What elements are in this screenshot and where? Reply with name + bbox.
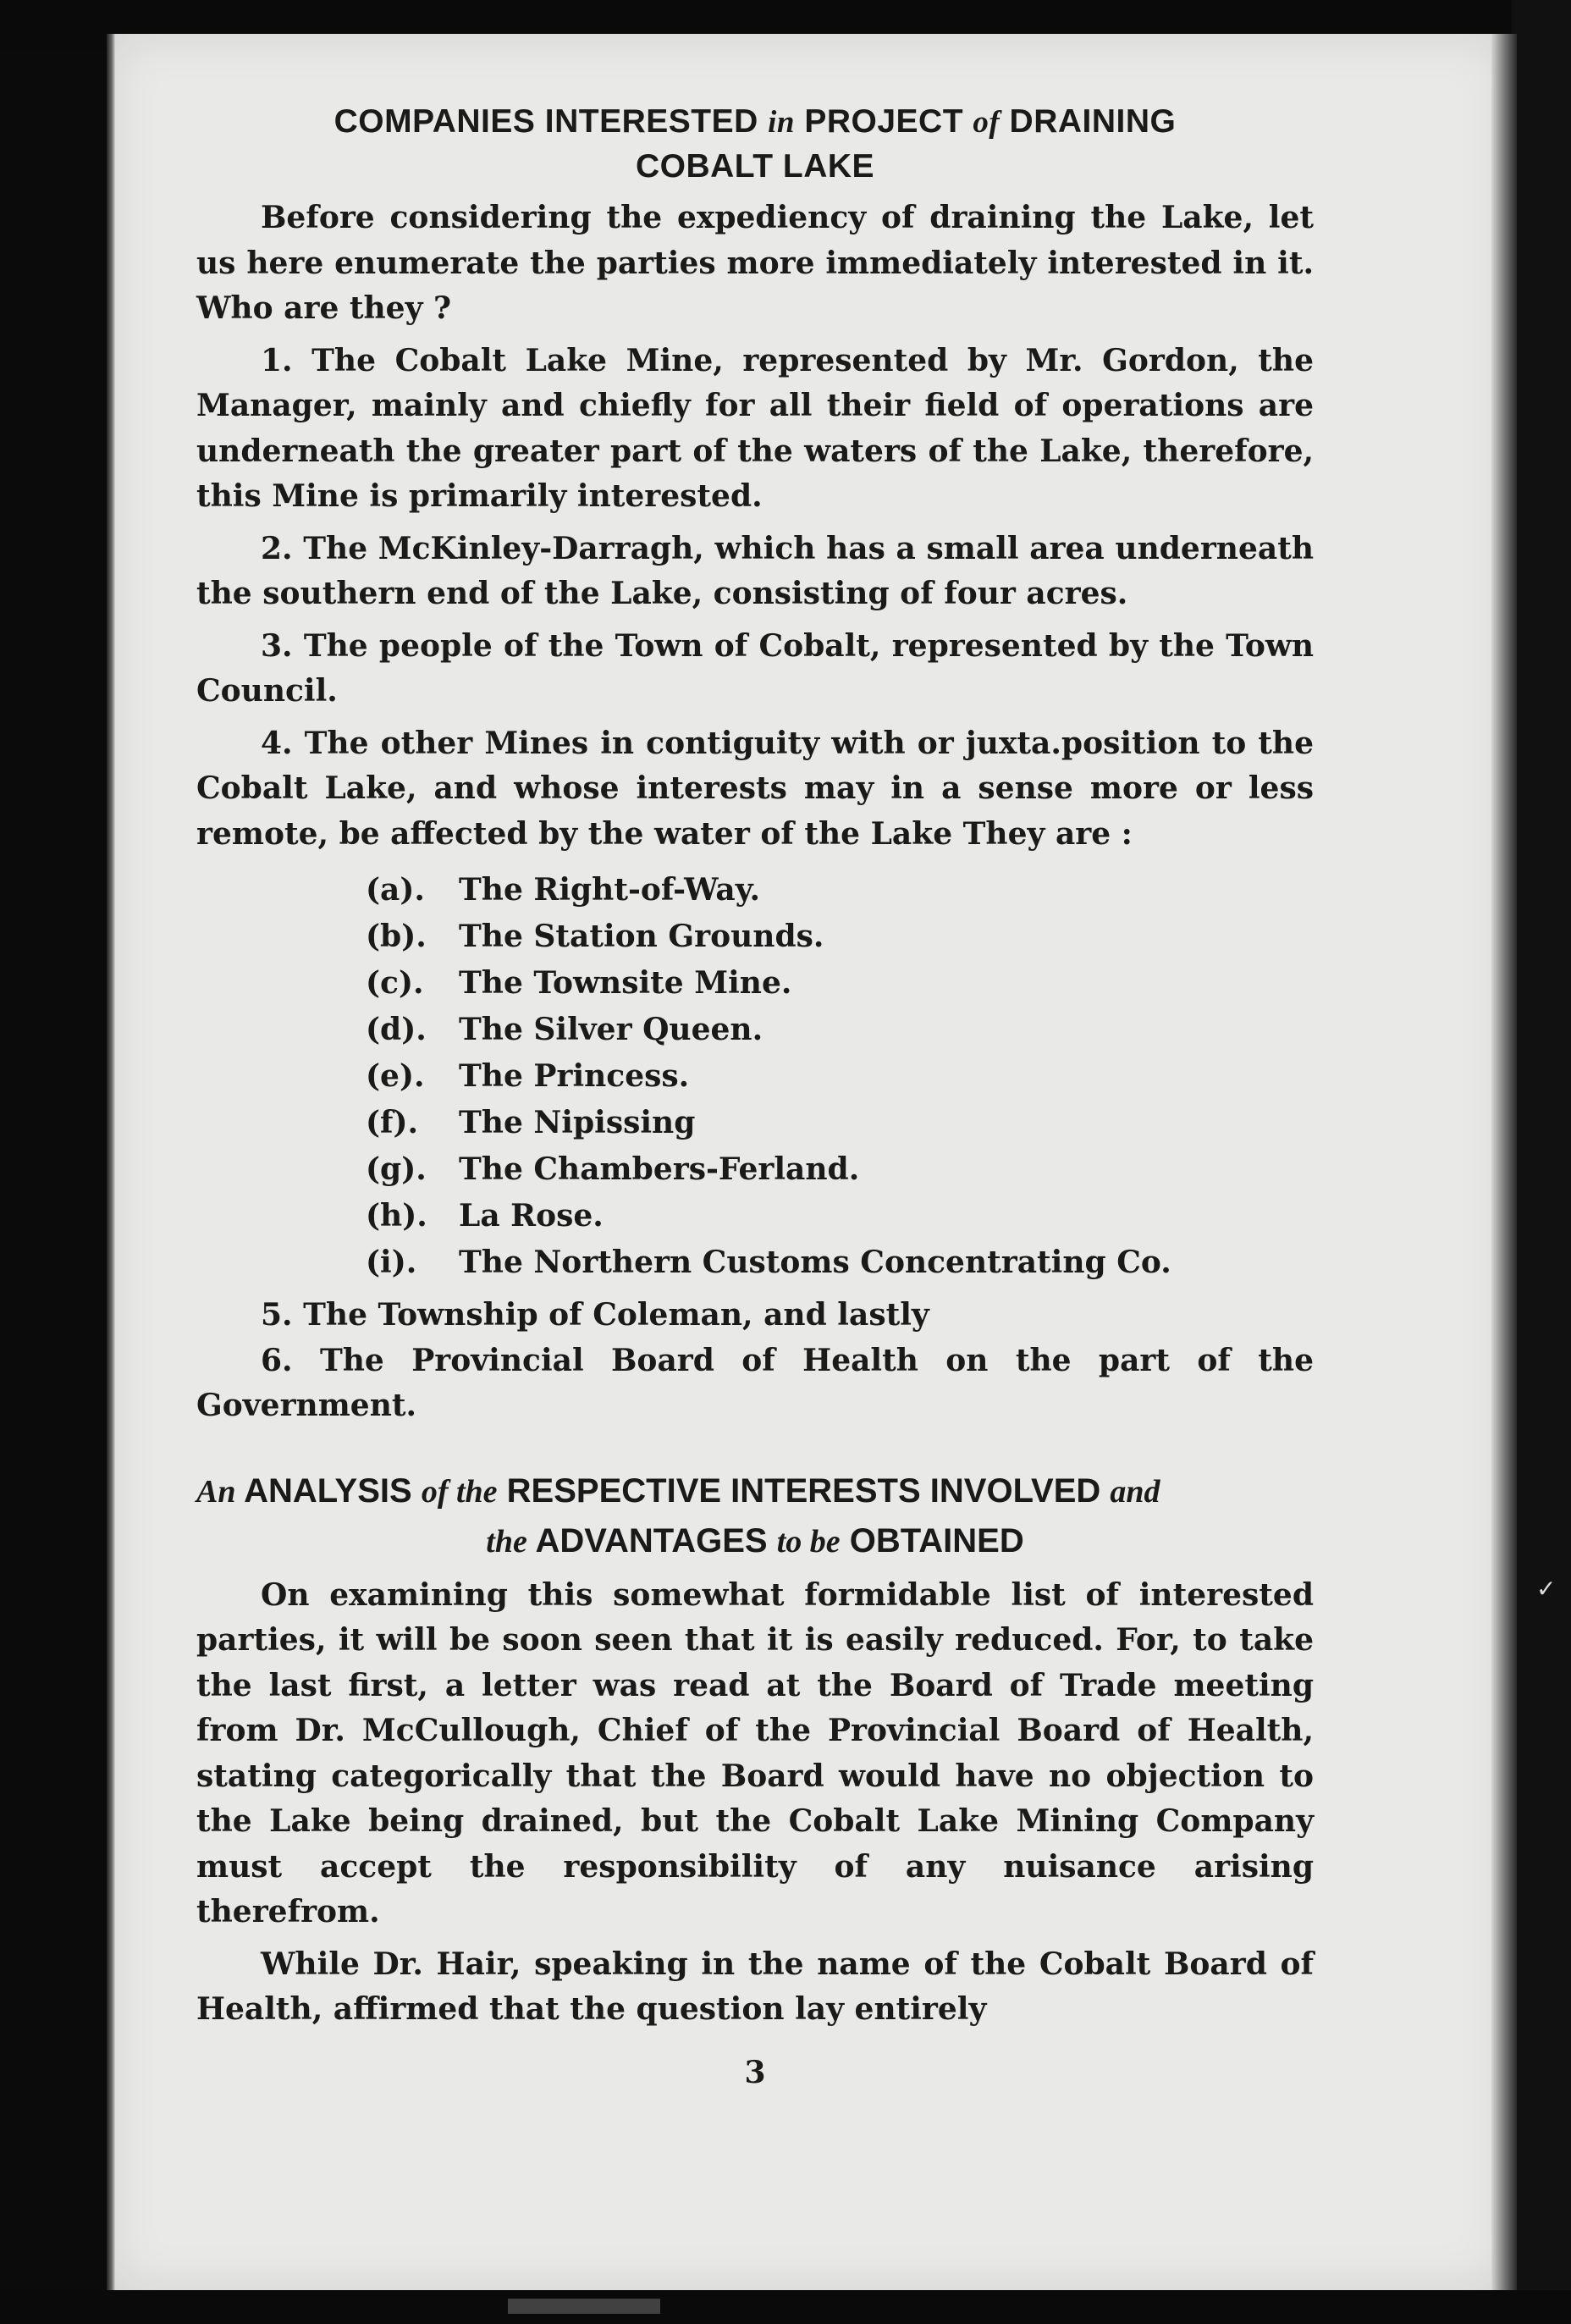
mines-sublist [196,867,1314,1286]
heading-text: PROJECT [804,103,964,140]
page-number: 3 [744,2054,766,2090]
sublist-item: (c). The Townsite Mine. [366,965,792,1001]
sublist-item: (f). The Nipissing [366,1105,696,1140]
section-heading-analysis [196,1466,1314,1566]
sublist-item: (b). The Station Grounds. [366,919,824,954]
sublist-item: (d). The Silver Queen. [366,1012,763,1047]
list-item-5: 5. The Township of Coleman, and lastly [261,1297,929,1333]
scan-smudge [508,2299,660,2314]
heading-text: COMPANIES INTERESTED [333,103,758,140]
page-content [196,100,1314,2090]
heading-line-2: the ADVANTAGES to be OBTAINED [486,1521,1024,1559]
intro-paragraph: Before considering the expediency of draining the Lake, let us here enumerate the parties more immediately interested in it. Who are they ? [196,200,1314,326]
scan-frame-right [1512,0,1571,2324]
heading-italic: of [973,105,1000,140]
list-item-6: 6. The Provincial Board of Health on the part of the Government. [196,1342,1314,1423]
page-binding-edge [107,34,115,2290]
list-item-4: 4. The other Mines in contiguity with or juxta.position to the Cobalt Lake, and whose interests may in a sense more or less remote, be affected by the water of the Lake They are : [196,725,1314,852]
section-heading-companies [196,100,1314,189]
sublist-item: (h). La Rose. [366,1198,604,1234]
heading-text: DRAINING [1009,103,1177,140]
heading-italic: in [768,105,795,140]
list-item-2: 2. The McKinley-Darragh, which has a small area underneath the southern end of the Lake, consisting of four acres. [196,530,1314,611]
scan-artifact-mark: ✓ [1536,1575,1557,1603]
sublist-item: (i). The Northern Customs Concentrating Co. [366,1245,1171,1280]
scan-frame-bottom [0,2290,1571,2324]
page-right-edge [1491,34,1517,2290]
sublist-item: (e). The Princess. [366,1058,690,1094]
heading-line-2: COBALT LAKE [635,148,875,185]
list-item-1: 1. The Cobalt Lake Mine, represented by Mr. Gordon, the Manager, mainly and chiefly for all their field of operations are underneath the greater part of the waters of the Lake, therefore, this Mine is primarily interested. [196,342,1314,514]
heading-line-1: An ANALYSIS of the RESPECTIVE INTERESTS INVOLVED and [196,1471,1160,1510]
list-item-3: 3. The people of the Town of Cobalt, represented by the Town Council. [196,627,1314,709]
sublist-item: (g). The Chambers-Ferland. [366,1151,860,1187]
analysis-paragraph-1: On examining this somewhat formidable list of interested parties, it will be soon seen that it is easily reduced. For, to take the last first, a letter was read at the Board of Trade meeting from Dr. McCullough, Chief of the Provincial Board of Health, stating categorically that the Board would have no objection to the Lake being drained, but the Cobalt Lake Mining Company must accept the responsibility of any nuisance arising therefrom. [196,1576,1314,1929]
sublist-item: (a). The Right-of-Way. [366,872,761,908]
analysis-paragraph-2: While Dr. Hair, speaking in the name of the Cobalt Board of Health, affirmed that the question lay entirely [196,1946,1314,2027]
